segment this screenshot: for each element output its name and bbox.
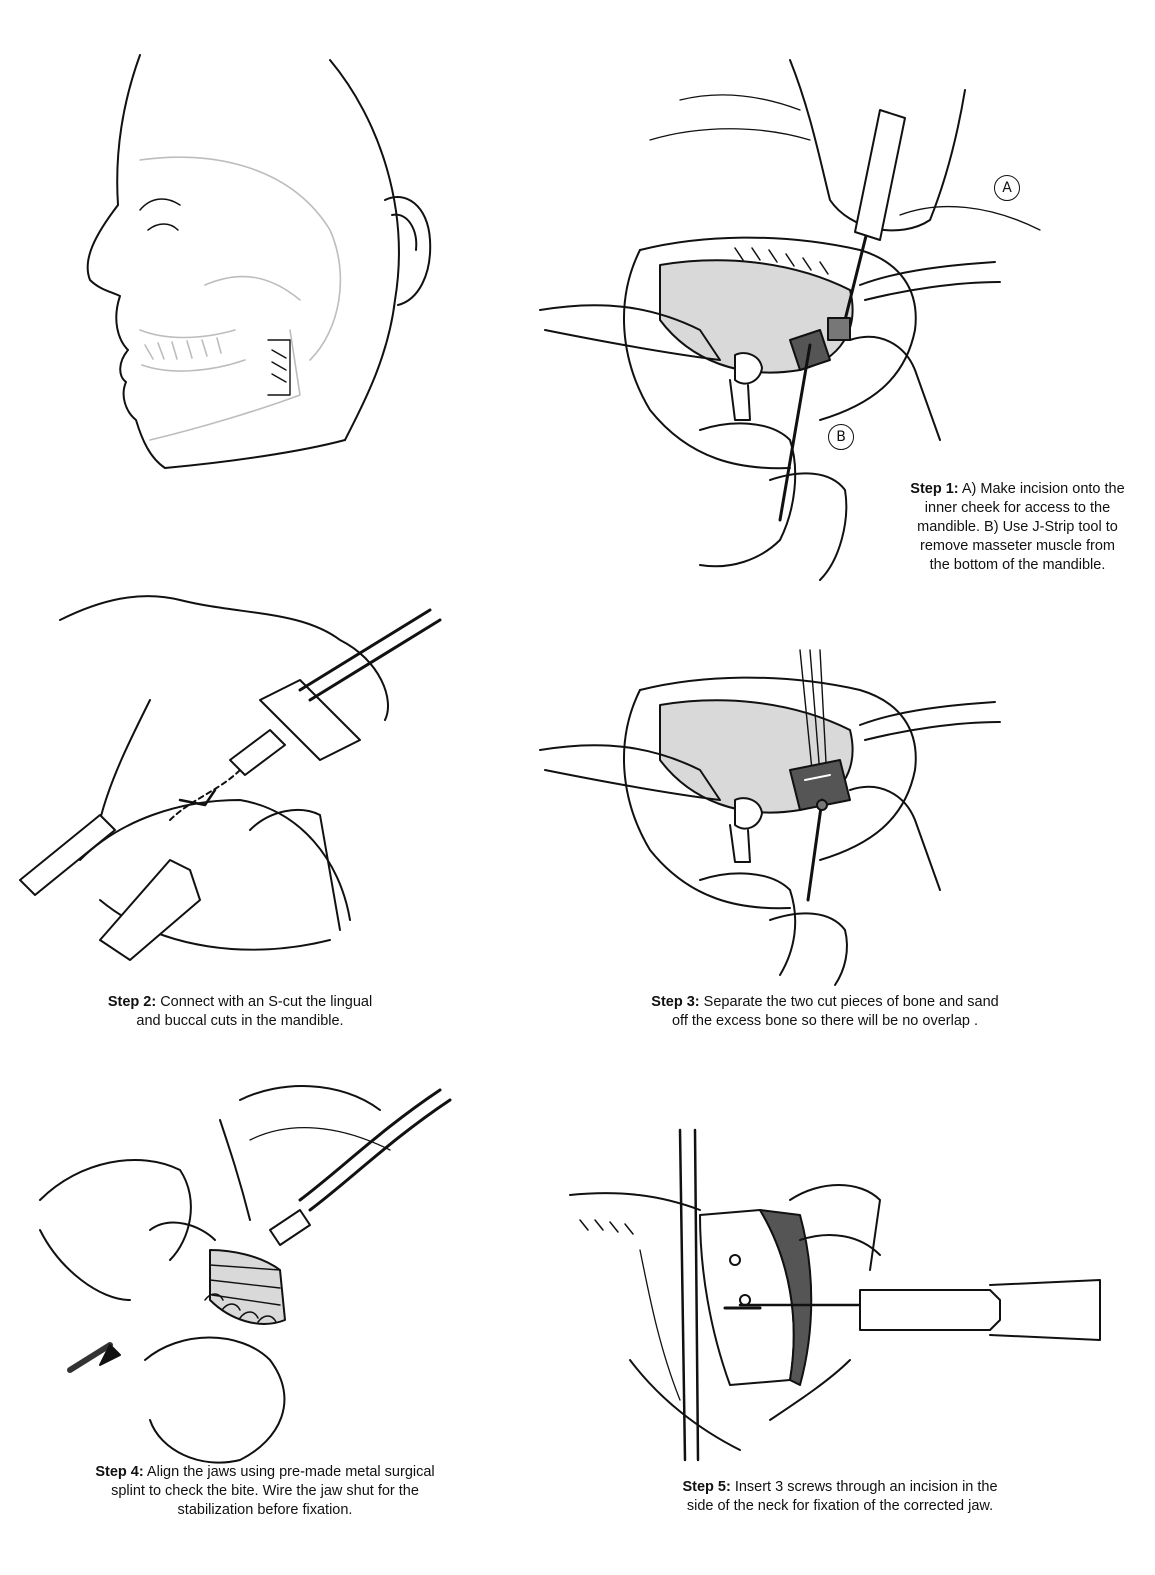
step2-line: Connect with an S-cut the lingual [160,994,373,1010]
step4-illustration [40,1086,450,1463]
step2-illustration [20,596,440,960]
callout-b: B [828,424,854,450]
step4-label: Step 4: [95,1464,144,1480]
step5-line: side of the neck for fixation of the corrected jaw. [686,1498,994,1514]
step1-caption [880,480,1155,575]
step5-label: Step 5: [682,1479,731,1495]
step3-caption [600,993,1050,1031]
step4-line: Align the jaws using pre-made metal surgical [146,1464,435,1480]
step4-caption [40,1463,490,1520]
step1-line: remove masseter muscle from [920,538,1115,554]
callout-a: A [994,175,1020,201]
step1-line: inner cheek for access to the [924,500,1111,516]
step4-line: stabilization before fixation. [177,1502,353,1518]
step1-line: the bottom of the mandible. [929,557,1106,573]
overview-cut-lines [268,340,290,395]
step3-illustration [540,650,1000,985]
step1-line: mandible. B) Use J-Strip tool to [917,519,1118,535]
step1-line: A) Make incision onto the [961,481,1125,497]
step2-line: and buccal cuts in the mandible. [136,1013,344,1029]
step2-caption [60,993,420,1031]
step3-line: off the excess bone so there will be no overlap . [671,1013,979,1029]
step2-label: Step 2: [107,994,157,1010]
step3-label: Step 3: [651,994,700,1010]
step1-label: Step 1: [910,481,959,497]
step4-line: splint to check the bite. Wire the jaw shut for the [111,1483,419,1499]
step5-caption [630,1478,1050,1516]
step3-line: Separate the two cut pieces of bone and sand [703,994,999,1010]
overview-head-illustration [88,55,431,468]
step5-line: Insert 3 screws through an incision in the [734,1479,998,1495]
step5-illustration [570,1130,1100,1460]
